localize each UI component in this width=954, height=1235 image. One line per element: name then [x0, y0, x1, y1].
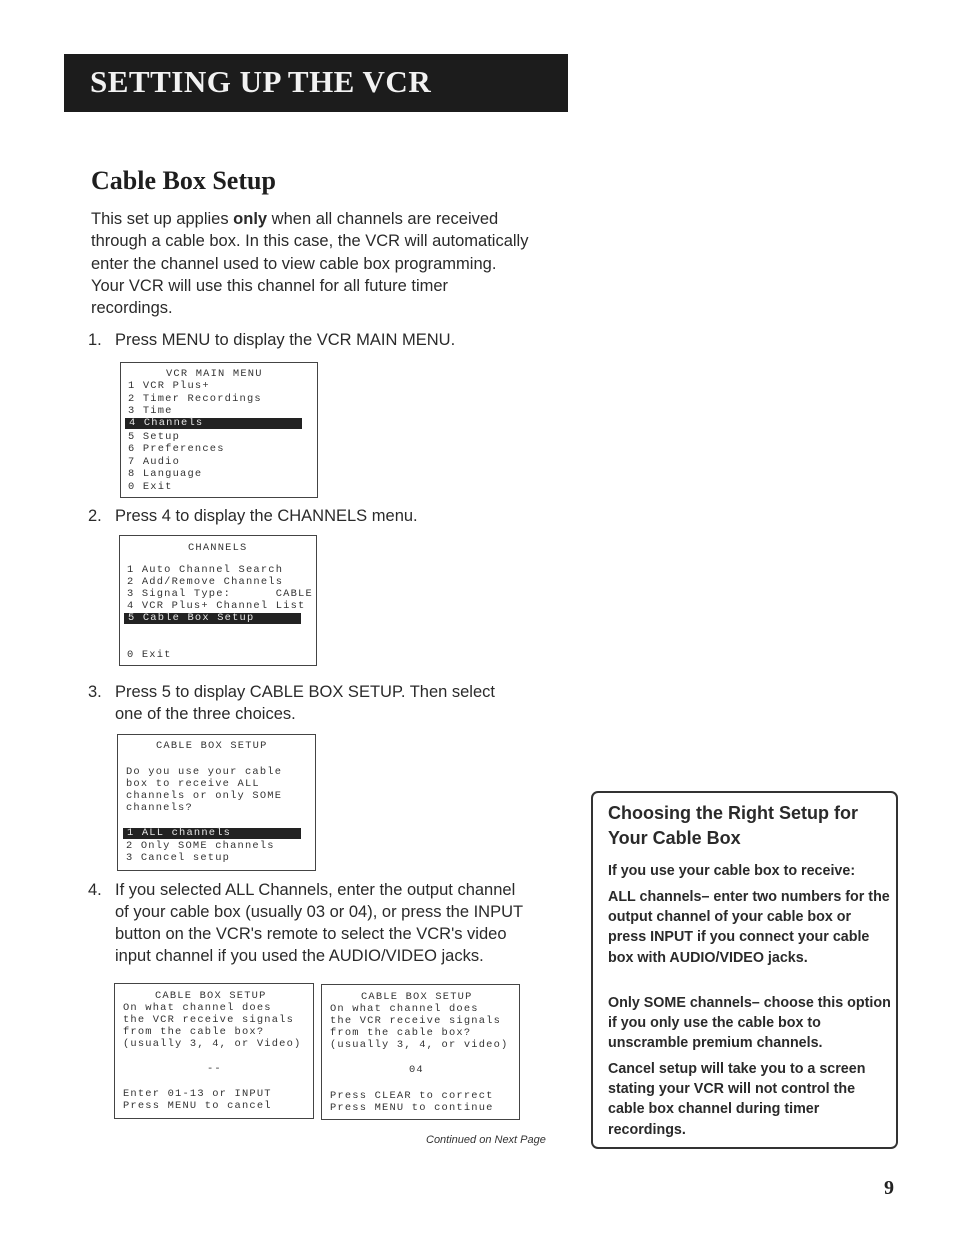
sidebar-paragraph: ALL channels– enter two numbers for the output channel of your cable box or press INPUT if you connect your cable box with AUDIO/VIDEO jacks.: [608, 889, 890, 966]
step-number: 2.: [88, 507, 102, 525]
cable-channel-entered-screen: [321, 984, 520, 1120]
sidebar-paragraph: Only SOME channels– choose this option if you only use the cable box to unscramble premium channels.: [608, 995, 891, 1052]
step-3: [88, 681, 568, 725]
tip-sidebar: [591, 791, 898, 1149]
screen-title: CABLE BOX SETUP: [361, 991, 473, 1003]
banner-title: SETTING UP THE VCR: [90, 64, 432, 99]
channel-value: --: [207, 1063, 222, 1075]
screen-question: On what channel does: [123, 1002, 272, 1014]
screen-footer: Press CLEAR to correct: [330, 1090, 494, 1102]
screen-question: channels or only SOME: [126, 790, 283, 802]
menu-item-selected: 5 Cable Box Setup: [124, 613, 301, 624]
menu-item: 2 Timer Recordings: [128, 393, 262, 405]
sidebar-paragraph: Cancel setup will take you to a screen stating your VCR will not control the cable box channel during timer recordings.: [608, 1061, 866, 1138]
screen-title: VCR MAIN MENU: [166, 368, 263, 380]
menu-item: 4 VCR Plus+ Channel List: [127, 600, 306, 612]
step-text-line: input channel if you used the AUDIO/VIDEO jacks.: [115, 947, 484, 965]
screen-question: the VCR receive signals: [123, 1014, 295, 1026]
menu-item: 5 Setup: [128, 431, 181, 443]
menu-item: 8 Language: [128, 468, 203, 480]
screen-footer: Enter 01-13 or INPUT: [123, 1088, 272, 1100]
sidebar-title: Choosing the Right Setup for Your Cable Box: [608, 803, 858, 848]
menu-item: 0 Exit: [128, 481, 173, 493]
step-text-line: button on the VCR's remote to select the VCR's video: [115, 925, 507, 943]
screen-question: On what channel does: [330, 1003, 479, 1015]
step-1: [88, 329, 568, 351]
screen-question: the VCR receive signals: [330, 1015, 502, 1027]
menu-item: 1 VCR Plus+: [128, 380, 210, 392]
channel-value: 04: [409, 1064, 424, 1076]
intro-line-3: enter the channel used to view cable box programming.: [91, 254, 497, 273]
intro-line-2: through a cable box. In this case, the VCR will automatically: [91, 232, 529, 251]
intro-line-5: recordings.: [91, 299, 173, 318]
step-number: 1.: [88, 331, 102, 349]
sidebar-paragraph: If you use your cable box to receive:: [608, 863, 856, 879]
screen-question: Do you use your cable: [126, 766, 283, 778]
menu-item: 6 Preferences: [128, 443, 225, 455]
step-text-line: If you selected ALL Channels, enter the output channel: [115, 881, 516, 899]
screen-question: from the cable box?: [330, 1027, 472, 1039]
intro-line-4: Your VCR will use this channel for all future timer: [91, 276, 449, 295]
intro-paragraph: [91, 208, 576, 319]
channels-menu-screen: [119, 535, 317, 666]
header-banner: [64, 54, 568, 112]
menu-item: 1 Auto Channel Search: [127, 564, 284, 576]
menu-item: 3 Time: [128, 405, 173, 417]
step-number: 4.: [88, 881, 102, 899]
step-text-line: of your cable box (usually 03 or 04), or press the INPUT: [115, 903, 524, 921]
step-text: Press 4 to display the CHANNELS menu.: [115, 507, 418, 525]
cable-box-setup-screen: [117, 734, 316, 871]
screen-question: (usually 3, 4, or video): [330, 1039, 509, 1051]
menu-item: 7 Audio: [128, 456, 181, 468]
step-4: [88, 879, 568, 967]
step-number: 3.: [88, 683, 102, 701]
cable-channel-entry-screen: [114, 983, 314, 1119]
intro-emphasis: only: [233, 210, 268, 228]
step-2: [88, 505, 568, 527]
screen-question: box to receive ALL: [126, 778, 260, 790]
continued-note: Continued on Next Page: [426, 1134, 546, 1146]
menu-item-selected: 4 Channels: [125, 418, 302, 429]
screen-title: CABLE BOX SETUP: [155, 990, 267, 1002]
page-number: 9: [884, 1177, 894, 1199]
menu-item: 3 Signal Type: CABLE: [127, 588, 313, 600]
screen-question: channels?: [126, 802, 193, 814]
section-title: Cable Box Setup: [91, 166, 276, 195]
menu-item: 2 Add/Remove Channels: [127, 576, 284, 588]
menu-item: 3 Cancel setup: [126, 852, 231, 864]
step-text-line: Press 5 to display CABLE BOX SETUP. Then select: [115, 683, 495, 701]
screen-question: from the cable box?: [123, 1026, 265, 1038]
menu-item-selected: 1 ALL channels: [123, 828, 301, 839]
step-text-line: one of the three choices.: [115, 705, 296, 723]
step-text: Press MENU to display the VCR MAIN MENU.: [115, 331, 456, 349]
screen-question: (usually 3, 4, or Video): [123, 1038, 302, 1050]
screen-footer: Press MENU to continue: [330, 1102, 494, 1114]
screen-title: CABLE BOX SETUP: [156, 740, 268, 752]
screen-title: CHANNELS: [188, 542, 248, 554]
menu-exit: 0 Exit: [127, 649, 172, 661]
menu-item: 2 Only SOME channels: [126, 840, 275, 852]
screen-footer: Press MENU to cancel: [123, 1100, 272, 1112]
vcr-main-menu-screen: [120, 362, 318, 498]
intro-line-1: This set up applies only when all channels are received: [91, 210, 499, 228]
